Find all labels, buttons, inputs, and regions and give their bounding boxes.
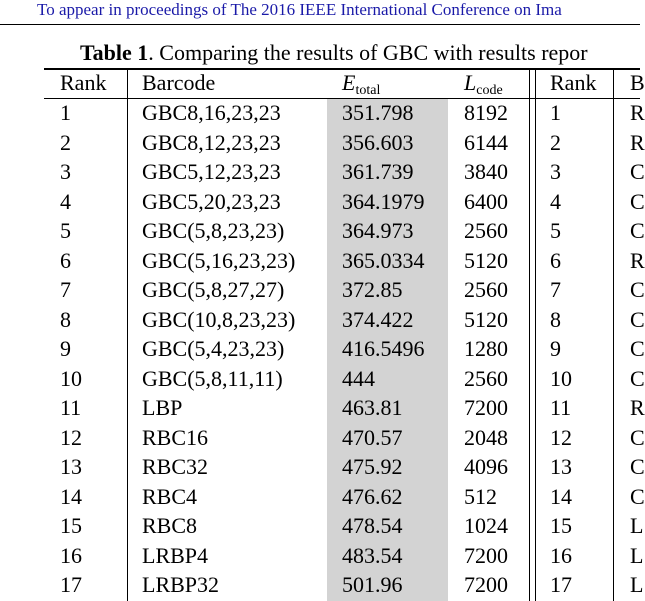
rank-cell: 16: [60, 542, 82, 568]
col6-cell: L: [630, 542, 644, 568]
rank2-cell: 3: [550, 159, 561, 184]
rank-cell: 11: [60, 395, 82, 420]
barcode-cell: GBC5,12,23,23: [142, 159, 281, 184]
lcode-cell: 6144: [464, 129, 508, 155]
col6-cell: C: [630, 306, 645, 332]
rank2-cell: 1: [550, 100, 561, 125]
lcode-cell: 512: [464, 483, 497, 509]
col6-cell: C: [630, 365, 645, 391]
col6-cell: C: [630, 454, 645, 479]
etotal-cell: 374.422: [342, 306, 414, 332]
etotal-cell: 476.62: [342, 483, 403, 509]
column-divider-double-a: [529, 68, 530, 601]
lcode-cell: 7200: [464, 395, 508, 420]
lcode-cell: 5120: [464, 306, 508, 332]
etotal-cell: 444: [342, 365, 375, 391]
rank2-cell: 10: [550, 365, 572, 391]
running-header: [0, 0, 640, 22]
rank2-cell: 11: [550, 395, 572, 420]
header-col6-fragment: B: [630, 70, 645, 95]
header-text: To appear in proceedings of The 2016 IEEE International Conference on Ima: [37, 0, 562, 19]
rank2-cell: 12: [550, 424, 572, 450]
barcode-cell: RBC32: [142, 454, 209, 479]
barcode-cell: GBC(5,8,23,23): [142, 218, 285, 243]
col6-cell: L: [630, 572, 644, 597]
rank-cell: 7: [60, 277, 71, 302]
rank2-cell: 4: [550, 188, 561, 214]
barcode-cell: RBC4: [142, 483, 198, 509]
col6-cell: C: [630, 188, 645, 214]
etotal-cell: 470.57: [342, 424, 403, 450]
col6-cell: L: [630, 513, 644, 538]
rank2-cell: 14: [550, 483, 572, 509]
rank-cell: 3: [60, 159, 71, 184]
lcode-cell: 2560: [464, 365, 508, 391]
rank-cell: 9: [60, 336, 71, 361]
lcode-cell: 2560: [464, 277, 508, 302]
rank2-cell: 17: [550, 572, 572, 597]
rank2-cell: 5: [550, 218, 561, 243]
rank2-cell: 8: [550, 306, 561, 332]
rank-cell: 2: [60, 129, 71, 155]
rank-cell: 17: [60, 572, 82, 597]
header-rank2: Rank: [550, 70, 597, 95]
rank2-cell: 2: [550, 129, 561, 155]
col6-cell: C: [630, 277, 645, 302]
header-lcode-var: L: [464, 70, 477, 95]
rank2-cell: 13: [550, 454, 572, 479]
lcode-cell: 4096: [464, 454, 508, 479]
col6-cell: C: [630, 483, 645, 509]
etotal-cell: 501.96: [342, 572, 403, 597]
etotal-cell: 483.54: [342, 542, 403, 568]
table-caption: [80, 40, 588, 66]
rank-cell: 8: [60, 306, 71, 332]
col6-cell: R: [630, 100, 645, 125]
col6-cell: R: [630, 129, 645, 155]
etotal-cell: 351.798: [342, 100, 414, 125]
barcode-cell: GBC5,20,23,23: [142, 188, 281, 214]
header-rank: Rank: [60, 70, 107, 95]
lcode-cell: 2560: [464, 218, 508, 243]
col6-cell: C: [630, 218, 645, 243]
barcode-cell: RBC8: [142, 513, 198, 538]
lcode-cell: 1280: [464, 336, 508, 361]
rank-cell: 10: [60, 365, 82, 391]
lcode-cell: 2048: [464, 424, 508, 450]
barcode-cell: GBC(10,8,23,23): [142, 306, 296, 332]
rank-cell: 5: [60, 218, 71, 243]
col6-cell: C: [630, 424, 645, 450]
etotal-cell: 365.0334: [342, 247, 425, 273]
rank2-cell: 15: [550, 513, 572, 538]
rank-cell: 13: [60, 454, 82, 479]
rank-cell: 12: [60, 424, 82, 450]
col6-cell: R: [630, 395, 645, 420]
lcode-cell: 3840: [464, 159, 508, 184]
etotal-cell: 478.54: [342, 513, 403, 538]
rank2-cell: 16: [550, 542, 572, 568]
lcode-cell: 1024: [464, 513, 508, 538]
column-divider-rank: [127, 68, 128, 601]
col6-cell: C: [630, 336, 645, 361]
barcode-cell: GBC(5,4,23,23): [142, 336, 285, 361]
barcode-cell: GBC(5,16,23,23): [142, 247, 296, 273]
etotal-cell: 416.5496: [342, 336, 425, 361]
col6-cell: R: [630, 247, 645, 273]
barcode-cell: LRBP4: [142, 542, 209, 568]
header-lcode-sub: code: [476, 83, 503, 98]
col6-cell: C: [630, 159, 645, 184]
column-divider-rank2: [613, 68, 614, 601]
rank-cell: 14: [60, 483, 82, 509]
etotal-cell: 364.973: [342, 218, 414, 243]
rank-cell: 1: [60, 100, 71, 125]
rank2-cell: 7: [550, 277, 561, 302]
caption-label: Table 1: [80, 40, 149, 65]
header-barcode: Barcode: [142, 70, 216, 95]
column-divider-double-b: [535, 68, 536, 601]
lcode-cell: 7200: [464, 572, 508, 597]
rank-cell: 4: [60, 188, 71, 214]
etotal-cell: 361.739: [342, 159, 414, 184]
lcode-cell: 5120: [464, 247, 508, 273]
barcode-cell: LBP: [142, 395, 183, 420]
header-rule: [0, 24, 640, 25]
lcode-cell: 7200: [464, 542, 508, 568]
rank2-cell: 9: [550, 336, 561, 361]
etotal-cell: 475.92: [342, 454, 403, 479]
header-etotal-sub: total: [355, 83, 381, 98]
barcode-cell: GBC(5,8,11,11): [142, 365, 283, 391]
caption-text: . Comparing the results of GBC with results repor: [148, 40, 588, 65]
barcode-cell: RBC16: [142, 424, 209, 450]
rank-cell: 6: [60, 247, 71, 273]
etotal-cell: 356.603: [342, 129, 414, 155]
barcode-cell: GBC(5,8,27,27): [142, 277, 285, 302]
etotal-cell: 372.85: [342, 277, 403, 302]
lcode-cell: 6400: [464, 188, 508, 214]
rank-cell: 15: [60, 513, 82, 538]
barcode-cell: LRBP32: [142, 572, 220, 597]
etotal-cell: 364.1979: [342, 188, 425, 214]
etotal-cell: 463.81: [342, 395, 403, 420]
lcode-cell: 8192: [464, 100, 508, 125]
barcode-cell: GBC8,12,23,23: [142, 129, 281, 155]
rank2-cell: 6: [550, 247, 561, 273]
header-etotal-var: E: [342, 70, 356, 95]
barcode-cell: GBC8,16,23,23: [142, 100, 281, 125]
